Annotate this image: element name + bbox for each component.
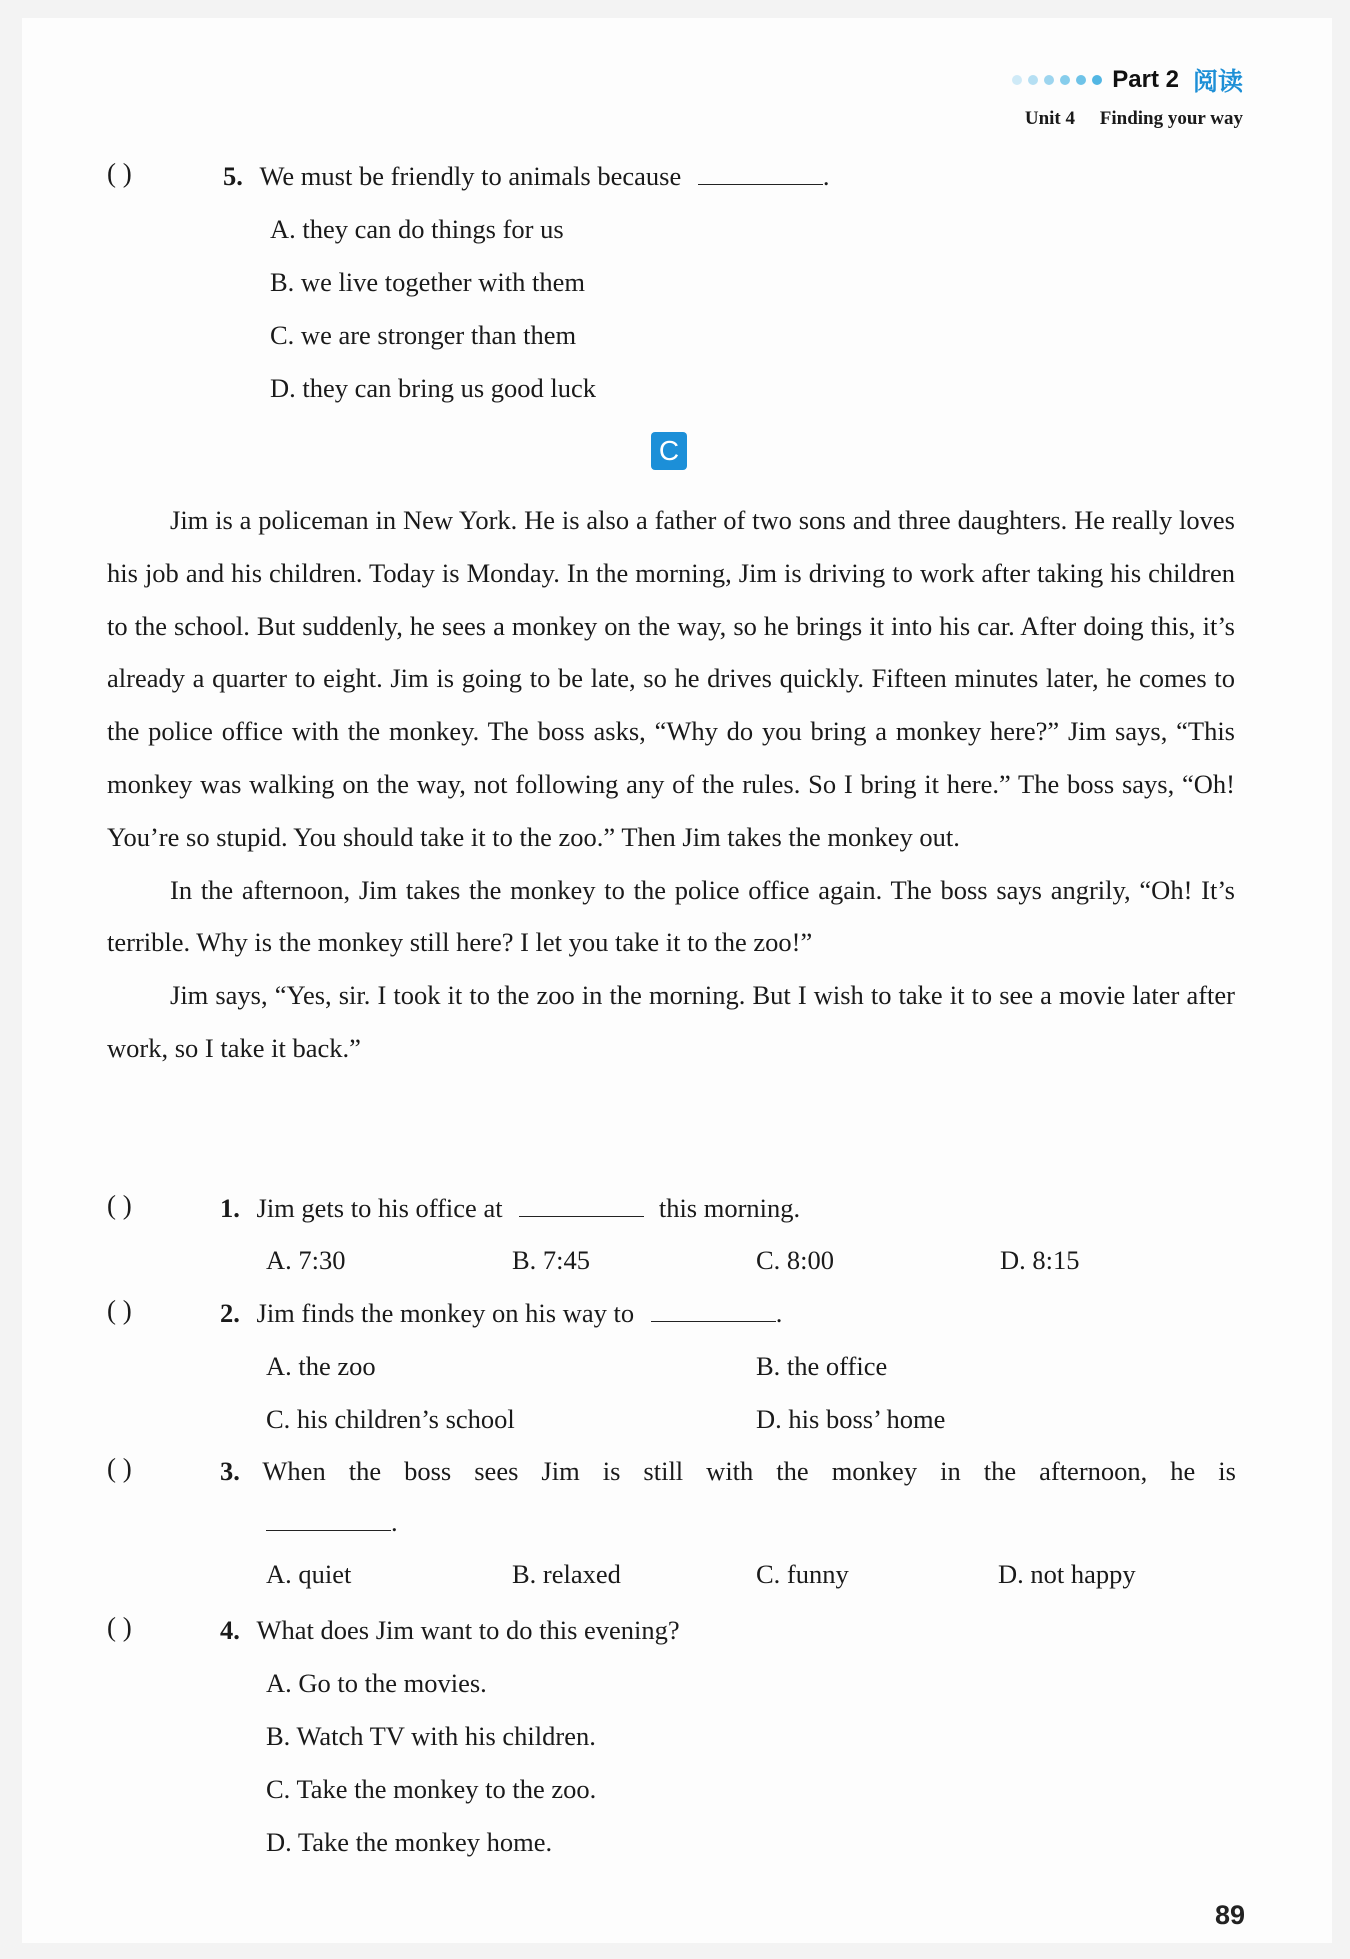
unit-label: Unit 4 — [1024, 108, 1075, 129]
option[interactable]: B. we live together with them — [270, 267, 585, 297]
option[interactable]: C. we are stronger than them — [270, 320, 577, 350]
question-number: 2. — [220, 1298, 240, 1328]
option[interactable]: A. 7:30 — [266, 1245, 346, 1275]
option[interactable]: C. his children’s school — [266, 1404, 515, 1434]
answer-blank[interactable] — [519, 1192, 644, 1217]
question-number: 4. — [220, 1615, 240, 1645]
passage-paragraph: In the afternoon, Jim takes the monkey to the police office again. The boss says angrily, “Oh! It’s terrible. Why is the monkey still here? I let you take it to the zoo!” — [107, 874, 1235, 958]
page-header — [1012, 62, 1243, 130]
page-number: 89 — [1214, 1900, 1245, 1930]
question-5-stem — [223, 160, 830, 192]
passage-paragraph: Jim is a policeman in New York. He is also a father of two sons and three daughters. He really loves his job and his children. Today is Monday. In the morning, Jim is driving to work after taking his children to the school. But suddenly, he sees a monkey on the way, so he brings it into his car. After doing this, it’s already a quarter to eight. Jim is going to be late, so he drives quickly. Fifteen minutes later, he comes to the police office with the monkey. The boss asks, “Why do you bring a monkey here?” Jim says, “This monkey was walking on the way, not following any of the rules. So I bring it here.” The boss says, “Oh! You’re so stupid. You should take it to the zoo.” Then Jim takes the monkey out. — [107, 505, 1235, 852]
question-2-stem — [220, 1297, 782, 1329]
stem-end: . — [822, 161, 830, 191]
option[interactable]: B. the office — [756, 1351, 888, 1381]
stem-text: Jim finds the monkey on his way to — [256, 1298, 635, 1328]
dot-icon — [1044, 75, 1054, 85]
option[interactable]: A. quiet — [266, 1559, 352, 1589]
section-c-badge: C — [651, 432, 687, 470]
option[interactable]: D. Take the monkey home. — [266, 1827, 553, 1857]
option[interactable]: B. Watch TV with his children. — [266, 1721, 596, 1751]
dot-icon — [1028, 75, 1038, 85]
decorative-dots — [1012, 75, 1102, 85]
question-number: 5. — [223, 161, 243, 191]
option[interactable]: A. Go to the movies. — [266, 1668, 487, 1698]
option[interactable]: A. they can do things for us — [270, 214, 564, 244]
dot-icon — [1092, 75, 1102, 85]
stem-text: Jim gets to his office at — [256, 1193, 503, 1223]
option[interactable]: B. relaxed — [512, 1559, 621, 1589]
answer-blank[interactable] — [266, 1506, 391, 1531]
answer-blank[interactable] — [651, 1297, 776, 1322]
answer-bracket[interactable]: ( ) — [107, 1453, 132, 1483]
answer-bracket[interactable]: ( ) — [107, 1190, 132, 1220]
answer-blank[interactable] — [698, 160, 823, 185]
stem-text: We must be friendly to animals because — [259, 161, 682, 191]
question-3-blank-line — [266, 1506, 398, 1538]
reading-passage — [107, 494, 1235, 1075]
question-4-stem — [220, 1614, 680, 1646]
question-1-stem — [220, 1192, 800, 1224]
option[interactable]: D. his boss’ home — [756, 1404, 946, 1434]
option[interactable]: B. 7:45 — [512, 1245, 591, 1275]
question-3-stem — [220, 1455, 1236, 1487]
option[interactable]: C. 8:00 — [756, 1245, 835, 1275]
dot-icon — [1012, 75, 1022, 85]
unit-line — [1012, 108, 1243, 130]
option[interactable]: D. not happy — [998, 1559, 1136, 1589]
option[interactable]: D. 8:15 — [1000, 1245, 1080, 1275]
part-label: Part 2 — [1112, 66, 1179, 93]
answer-bracket[interactable]: ( ) — [107, 1295, 132, 1325]
passage-paragraph: Jim says, “Yes, sir. I took it to the zoo in the morning. But I wish to take it to see a movie later after work, so I take it back.” — [107, 980, 1235, 1063]
answer-bracket[interactable]: ( ) — [107, 158, 132, 188]
question-number: 3. — [220, 1456, 240, 1486]
option[interactable]: D. they can bring us good luck — [270, 373, 597, 403]
option[interactable]: C. funny — [756, 1559, 849, 1589]
option[interactable]: A. the zoo — [266, 1351, 376, 1381]
option[interactable]: C. Take the monkey to the zoo. — [266, 1774, 597, 1804]
stem-end: . — [391, 1507, 398, 1537]
question-number: 1. — [220, 1193, 240, 1223]
stem-end: this morning. — [658, 1193, 801, 1223]
header-part-line — [1012, 62, 1243, 98]
stem-text: When the boss sees Jim is still with the monkey in the afternoon, he is — [262, 1456, 1236, 1486]
part-chinese-label: 阅读 — [1192, 67, 1243, 96]
stem-text: What does Jim want to do this evening? — [256, 1615, 680, 1645]
unit-title: Finding your way — [1099, 108, 1243, 129]
stem-end: . — [775, 1298, 783, 1328]
dot-icon — [1076, 75, 1086, 85]
answer-bracket[interactable]: ( ) — [107, 1612, 132, 1642]
dot-icon — [1060, 75, 1070, 85]
